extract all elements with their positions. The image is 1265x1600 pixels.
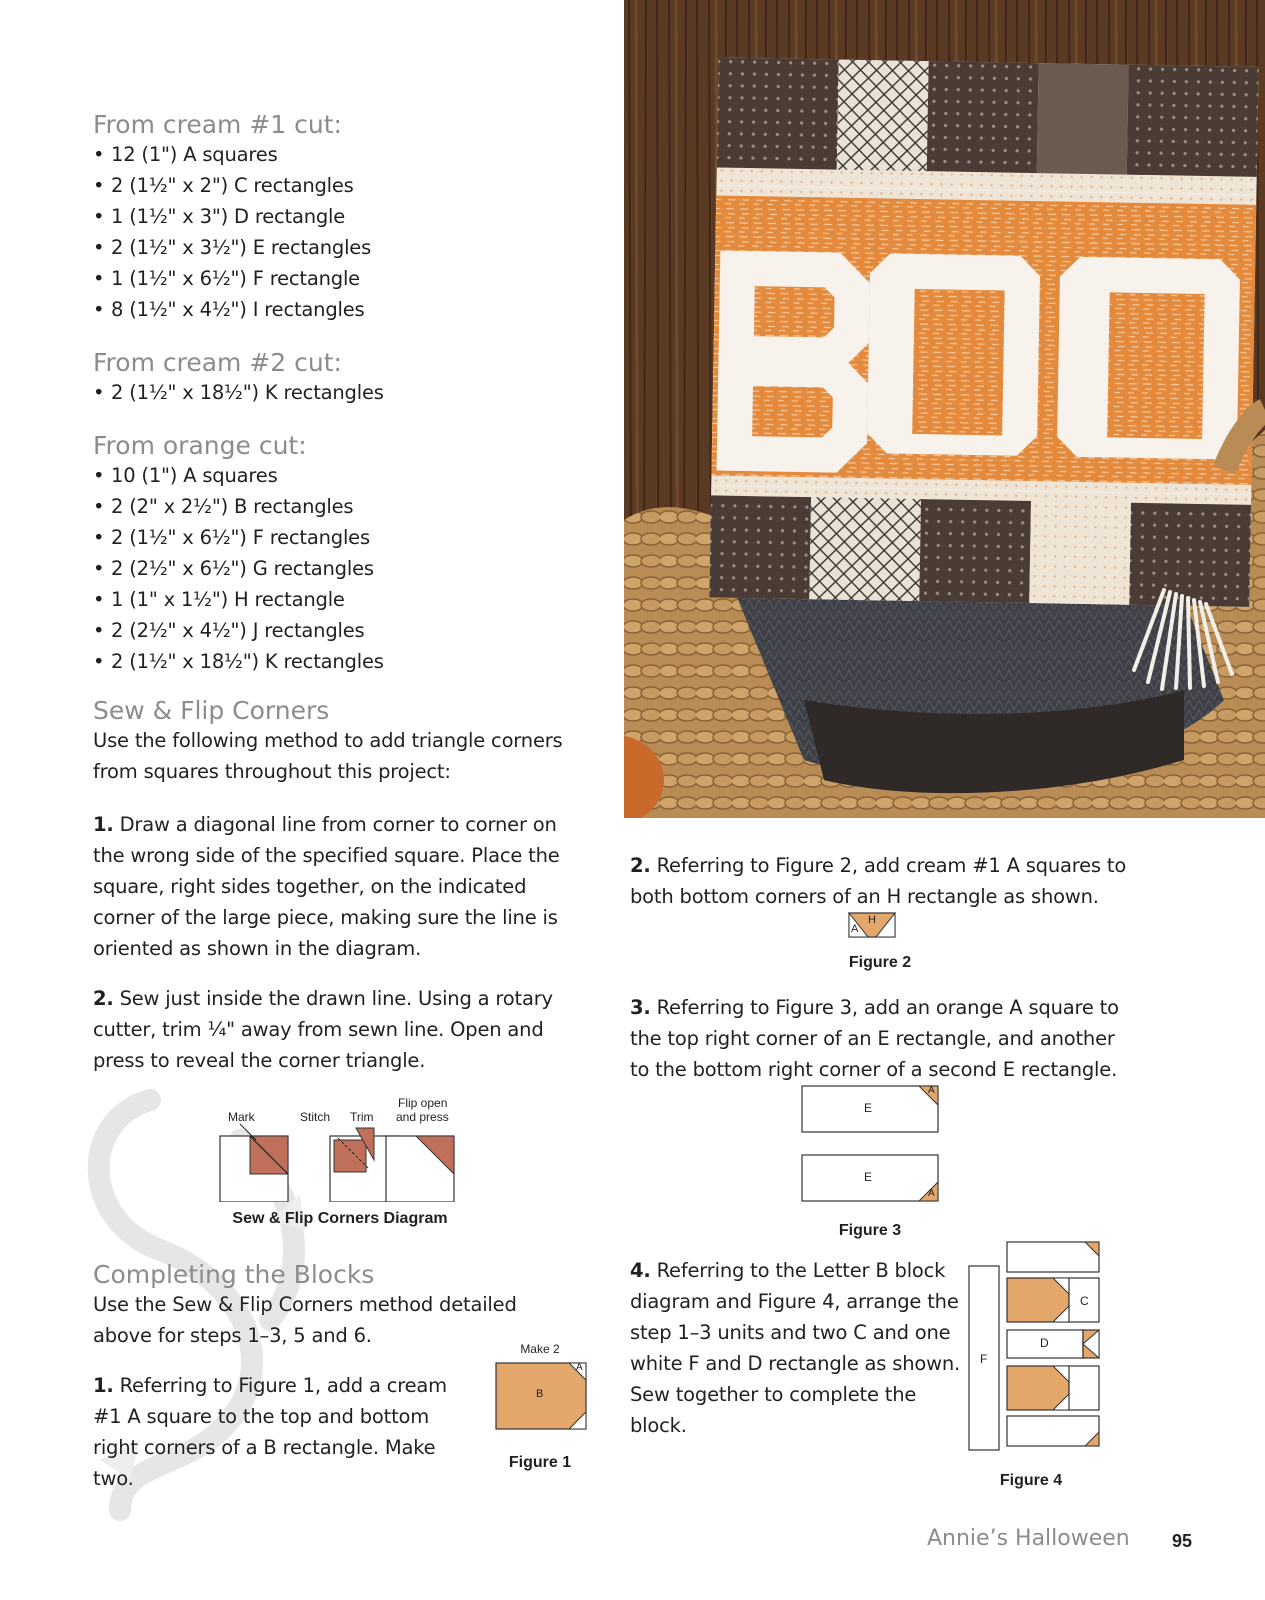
sewflip-diagram [210, 1092, 470, 1242]
step-text: Sew just inside the drawn line. Using a rotary cutter, trim ¼" away from sewn line. Open and press to reveal the corner triangle. [93, 987, 553, 1072]
list-item: • 1 (1½" x 6½") F rectangle [93, 263, 593, 294]
figure-3 [800, 1084, 940, 1244]
step-number: 2. [93, 987, 114, 1010]
sewflip-squares [210, 1122, 470, 1202]
figure-2-caption: Figure 2 [848, 954, 912, 971]
mark-label: Mark [228, 1110, 255, 1124]
step-number: 1. [93, 1374, 114, 1397]
completing-step-1 [93, 1370, 463, 1494]
list-item: • 2 (2" x 2½") B rectangles [93, 491, 593, 522]
step-text: Referring to Figure 1, add a cream #1 A square to the top and bottom right corners of a B rectangle. Make two. [93, 1374, 447, 1490]
figure-2 [820, 912, 940, 982]
label-a: A [851, 923, 859, 935]
sewflip-heading: Sew & Flip Corners [93, 696, 330, 725]
label-a: A [576, 1362, 583, 1373]
label-a: A [928, 1085, 935, 1096]
list-item: • 1 (1" x 1½") H rectangle [93, 584, 593, 615]
label-e: E [864, 1170, 873, 1184]
trim-label: Trim [350, 1110, 374, 1124]
figure-3-caption: Figure 3 [838, 1222, 902, 1239]
cream2-list [93, 377, 593, 408]
orange-list [93, 460, 593, 677]
list-item: • 2 (1½" x 3½") E rectangles [93, 232, 593, 263]
label-d: D [1040, 1336, 1049, 1350]
figure-1-caption: Figure 1 [508, 1454, 572, 1471]
step-text: Referring to Figure 2, add cream #1 A squares to both bottom corners of an H rectangle as shown. [630, 854, 1127, 908]
list-item: • 12 (1") A squares [93, 139, 593, 170]
sewflip-step-1 [93, 809, 593, 964]
label-c: C [1080, 1294, 1089, 1308]
step-text: Referring to Figure 3, add an orange A square to the top right corner of an E rectangle, and another to the bottom right corner of a second E rectangle. [630, 996, 1119, 1081]
label-e: E [864, 1101, 873, 1115]
completing-heading: Completing the Blocks [93, 1260, 375, 1289]
right-step-4 [630, 1255, 960, 1441]
sewflip-step-2 [93, 983, 583, 1076]
flip-label-2: and press [396, 1110, 449, 1124]
orange-heading: From orange cut: [93, 431, 307, 460]
label-a: A [928, 1188, 935, 1199]
label-h: H [868, 914, 876, 926]
list-item: • 2 (1½" x 2") C rectangles [93, 170, 593, 201]
step-text: Draw a diagonal line from corner to corner on the wrong side of the specified square. Place the square, right sides together, on the indicated corner of the large piece, making sure the line is oriented as shown in the diagram. [93, 813, 560, 960]
flip-label-1: Flip open [398, 1096, 448, 1110]
list-item: • 2 (1½" x 18½") K rectangles [93, 646, 593, 677]
figure-4 [965, 1240, 1105, 1495]
list-item: • 2 (1½" x 18½") K rectangles [93, 377, 593, 408]
label-b: B [536, 1388, 544, 1400]
cream1-list [93, 139, 593, 325]
make-2-label: Make 2 [520, 1342, 560, 1356]
stitch-label: Stitch [300, 1110, 331, 1124]
right-step-2 [630, 850, 1130, 912]
sewflip-intro: Use the following method to add triangle corners from squares throughout this project: [93, 729, 563, 783]
list-item: • 2 (2½" x 4½") J rectangles [93, 615, 593, 646]
figure-1 [490, 1342, 590, 1472]
completing-intro: Use the Sew & Flip Corners method detailed above for steps 1–3, 5 and 6. [93, 1293, 517, 1347]
step-number: 3. [630, 996, 651, 1019]
step-text: Referring to the Letter B block diagram and Figure 4, arrange the step 1–3 units and two C and one white F and D rectangle as shown. Sew together to complete the block. [630, 1259, 960, 1437]
label-f: F [980, 1352, 988, 1366]
orange-section [93, 431, 593, 677]
figure-4-block [965, 1240, 1105, 1455]
step-number: 2. [630, 854, 651, 877]
step-number: 4. [630, 1259, 651, 1282]
list-item: • 2 (1½" x 6½") F rectangles [93, 522, 593, 553]
cream2-heading: From cream #2 cut: [93, 348, 342, 377]
cream2-section [93, 348, 593, 408]
list-item: • 8 (1½" x 4½") I rectangles [93, 294, 593, 325]
list-item: • 10 (1") A squares [93, 460, 593, 491]
right-step-3 [630, 992, 1130, 1085]
sewflip-diagram-caption: Sew & Flip Corners Diagram [232, 1210, 448, 1227]
sewflip-section [93, 696, 593, 1076]
figure-4-caption: Figure 4 [999, 1472, 1063, 1489]
step-number: 1. [93, 813, 114, 836]
cream1-section [93, 110, 593, 325]
page-number: 95 [1172, 1531, 1193, 1551]
list-item: • 1 (1½" x 3") D rectangle [93, 201, 593, 232]
list-item: • 2 (2½" x 6½") G rectangles [93, 553, 593, 584]
cream1-heading: From cream #1 cut: [93, 110, 342, 139]
pillow-photo [624, 0, 1265, 818]
pillow-basket-image [624, 0, 1265, 818]
book-title-footer: Annie’s Halloween [927, 1526, 1130, 1551]
